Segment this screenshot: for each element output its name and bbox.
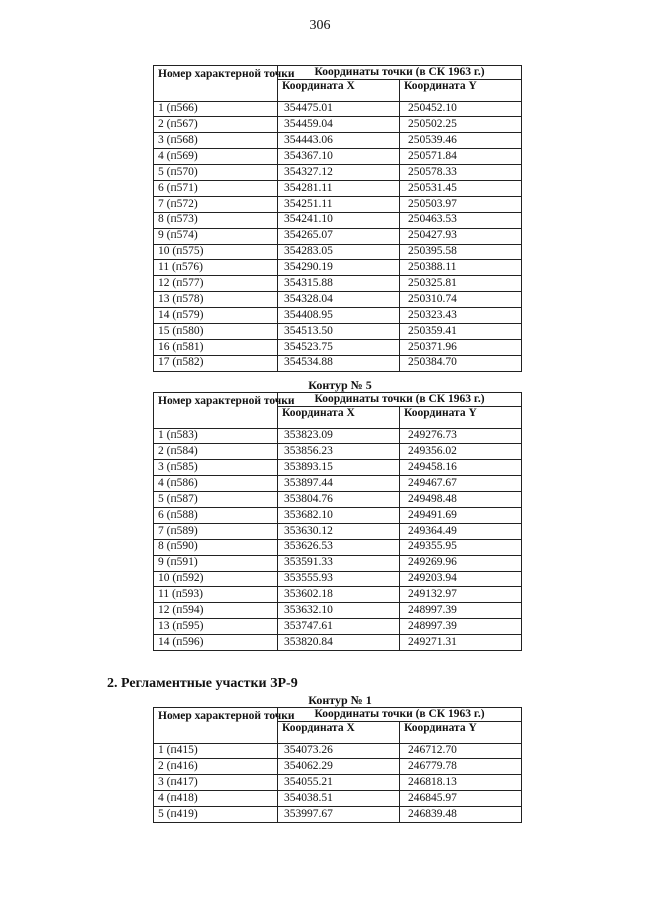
- coord-x-cell: 353856.23: [278, 444, 400, 460]
- table-row: [154, 507, 522, 523]
- table-row: [154, 149, 522, 165]
- table-row: [154, 539, 522, 555]
- table-row: [154, 743, 522, 759]
- coord-x-cell: 354327.12: [278, 165, 400, 181]
- coord-y-cell: 250452.10: [400, 101, 522, 117]
- coord-y-cell: 250427.93: [400, 228, 522, 244]
- point-id-cell: 14 (п579): [154, 308, 278, 324]
- table-row: [154, 196, 522, 212]
- point-id-cell: 5 (п419): [154, 807, 278, 823]
- table-row: [154, 133, 522, 149]
- table-row: [154, 571, 522, 587]
- point-id-cell: 17 (п582): [154, 355, 278, 371]
- table-row: [154, 228, 522, 244]
- coord-x-cell: 353632.10: [278, 603, 400, 619]
- table-row: [154, 619, 522, 635]
- coord-y-cell: 250359.41: [400, 323, 522, 339]
- coord-x-cell: 354055.21: [278, 775, 400, 791]
- coord-x-cell: 354315.88: [278, 276, 400, 292]
- coord-y-cell: 250578.33: [400, 165, 522, 181]
- coord-y-header: Координата Y: [400, 79, 522, 101]
- coord-x-cell: 354513.50: [278, 323, 400, 339]
- coord-y-cell: 250371.96: [400, 339, 522, 355]
- coord-x-cell: 354062.29: [278, 759, 400, 775]
- coord-y-cell: 250531.45: [400, 180, 522, 196]
- table-row: [154, 355, 522, 371]
- point-number-header: Номер характерной точки: [154, 393, 278, 429]
- coord-y-cell: 246845.97: [400, 791, 522, 807]
- point-number-header: Номер характерной точки: [154, 708, 278, 744]
- coord-y-cell: 249467.67: [400, 476, 522, 492]
- point-id-cell: 11 (п593): [154, 587, 278, 603]
- coord-y-header: Координата Y: [400, 406, 522, 428]
- coordinates-table-1: [153, 65, 522, 372]
- coord-x-cell: 353602.18: [278, 587, 400, 603]
- coord-y-cell: 249276.73: [400, 428, 522, 444]
- table-row: [154, 587, 522, 603]
- point-id-cell: 2 (п567): [154, 117, 278, 133]
- point-id-cell: 3 (п585): [154, 460, 278, 476]
- coord-x-cell: 353997.67: [278, 807, 400, 823]
- coord-y-cell: 249356.02: [400, 444, 522, 460]
- table-row: [154, 101, 522, 117]
- table-row: [154, 523, 522, 539]
- coord-y-cell: 250310.74: [400, 292, 522, 308]
- table-row: [154, 759, 522, 775]
- point-id-cell: 4 (п418): [154, 791, 278, 807]
- point-id-cell: 6 (п571): [154, 180, 278, 196]
- table-row: [154, 492, 522, 508]
- table-row: [154, 244, 522, 260]
- coord-y-cell: 250323.43: [400, 308, 522, 324]
- coord-x-cell: 354408.95: [278, 308, 400, 324]
- table-row: [154, 460, 522, 476]
- coord-x-cell: 354459.04: [278, 117, 400, 133]
- point-id-cell: 7 (п572): [154, 196, 278, 212]
- coord-x-cell: 353591.33: [278, 555, 400, 571]
- coord-y-cell: 249355.95: [400, 539, 522, 555]
- point-id-cell: 4 (п569): [154, 149, 278, 165]
- coord-x-cell: 354290.19: [278, 260, 400, 276]
- coord-x-cell: 354251.11: [278, 196, 400, 212]
- table-header-row: [154, 393, 522, 407]
- point-id-cell: 5 (п587): [154, 492, 278, 508]
- table-header-row: [154, 66, 522, 80]
- point-id-cell: 3 (п568): [154, 133, 278, 149]
- point-id-cell: 10 (п575): [154, 244, 278, 260]
- coord-x-cell: 353682.10: [278, 507, 400, 523]
- table-row: [154, 323, 522, 339]
- coordinates-group-header: Координаты точки (в СК 1963 г.): [278, 66, 522, 80]
- point-number-header: Номер характерной точки: [154, 66, 278, 102]
- coord-y-cell: 246779.78: [400, 759, 522, 775]
- coord-x-cell: 354475.01: [278, 101, 400, 117]
- coord-y-cell: 249132.97: [400, 587, 522, 603]
- table-row: [154, 292, 522, 308]
- coord-x-cell: 353893.15: [278, 460, 400, 476]
- coord-y-cell: 249491.69: [400, 507, 522, 523]
- coord-y-cell: 249458.16: [400, 460, 522, 476]
- point-id-cell: 9 (п591): [154, 555, 278, 571]
- coord-x-cell: 354523.75: [278, 339, 400, 355]
- table-row: [154, 308, 522, 324]
- coord-y-cell: 249203.94: [400, 571, 522, 587]
- coord-y-header: Координата Y: [400, 721, 522, 743]
- coord-y-cell: 250503.97: [400, 196, 522, 212]
- coord-x-header: Координата X: [278, 406, 400, 428]
- point-id-cell: 14 (п596): [154, 635, 278, 651]
- table-row: [154, 555, 522, 571]
- point-id-cell: 8 (п573): [154, 212, 278, 228]
- coordinates-group-header: Координаты точки (в СК 1963 г.): [278, 708, 522, 722]
- point-id-cell: 12 (п594): [154, 603, 278, 619]
- point-id-cell: 13 (п595): [154, 619, 278, 635]
- table-row: [154, 428, 522, 444]
- coord-y-cell: 248997.39: [400, 603, 522, 619]
- coord-x-cell: 353626.53: [278, 539, 400, 555]
- coord-y-cell: 250502.25: [400, 117, 522, 133]
- coord-y-cell: 250539.46: [400, 133, 522, 149]
- point-id-cell: 5 (п570): [154, 165, 278, 181]
- coord-y-cell: 250384.70: [400, 355, 522, 371]
- coordinates-group-header: Координаты точки (в СК 1963 г.): [278, 393, 522, 407]
- coordinates-table-contour-1: [153, 707, 522, 823]
- coord-y-cell: 250395.58: [400, 244, 522, 260]
- coord-y-cell: 250325.81: [400, 276, 522, 292]
- point-id-cell: 11 (п576): [154, 260, 278, 276]
- coord-y-cell: 250388.11: [400, 260, 522, 276]
- page-number: 306: [309, 18, 331, 33]
- coord-x-cell: 353820.84: [278, 635, 400, 651]
- coord-y-cell: 250463.53: [400, 212, 522, 228]
- table-row: [154, 276, 522, 292]
- table-row: [154, 260, 522, 276]
- point-id-cell: 1 (п415): [154, 743, 278, 759]
- coord-x-cell: 354241.10: [278, 212, 400, 228]
- table-row: [154, 807, 522, 823]
- table-row: [154, 791, 522, 807]
- point-id-cell: 1 (п566): [154, 101, 278, 117]
- coord-y-cell: 249364.49: [400, 523, 522, 539]
- table-row: [154, 635, 522, 651]
- coord-y-cell: 248997.39: [400, 619, 522, 635]
- table-row: [154, 775, 522, 791]
- table-row: [154, 603, 522, 619]
- point-id-cell: 8 (п590): [154, 539, 278, 555]
- point-id-cell: 2 (п416): [154, 759, 278, 775]
- point-id-cell: 9 (п574): [154, 228, 278, 244]
- table-row: [154, 180, 522, 196]
- section-heading: 2. Регламентные участки ЗР-9: [107, 676, 298, 691]
- table-row: [154, 444, 522, 460]
- point-id-cell: 4 (п586): [154, 476, 278, 492]
- coord-x-header: Координата X: [278, 721, 400, 743]
- table-row: [154, 212, 522, 228]
- contour-1-caption: Контур № 1: [308, 693, 372, 707]
- coord-y-cell: 249271.31: [400, 635, 522, 651]
- table-row: [154, 117, 522, 133]
- contour-5-caption: Контур № 5: [308, 378, 372, 392]
- point-id-cell: 12 (п577): [154, 276, 278, 292]
- point-id-cell: 16 (п581): [154, 339, 278, 355]
- coord-x-cell: 354443.06: [278, 133, 400, 149]
- point-id-cell: 7 (п589): [154, 523, 278, 539]
- coord-y-cell: 246818.13: [400, 775, 522, 791]
- point-id-cell: 10 (п592): [154, 571, 278, 587]
- coord-x-cell: 354265.07: [278, 228, 400, 244]
- coord-y-cell: 249498.48: [400, 492, 522, 508]
- coord-x-header: Координата X: [278, 79, 400, 101]
- coord-x-cell: 354367.10: [278, 149, 400, 165]
- coord-x-cell: 354281.11: [278, 180, 400, 196]
- table-header-row: [154, 708, 522, 722]
- point-id-cell: 6 (п588): [154, 507, 278, 523]
- coord-y-cell: 246839.48: [400, 807, 522, 823]
- coord-x-cell: 353555.93: [278, 571, 400, 587]
- coord-x-cell: 353804.76: [278, 492, 400, 508]
- coord-x-cell: 353897.44: [278, 476, 400, 492]
- coord-y-cell: 249269.96: [400, 555, 522, 571]
- point-id-cell: 3 (п417): [154, 775, 278, 791]
- table-row: [154, 165, 522, 181]
- coord-x-cell: 353747.61: [278, 619, 400, 635]
- coord-x-cell: 354038.51: [278, 791, 400, 807]
- coord-x-cell: 354283.05: [278, 244, 400, 260]
- point-id-cell: 13 (п578): [154, 292, 278, 308]
- coord-x-cell: 354073.26: [278, 743, 400, 759]
- coord-x-cell: 353630.12: [278, 523, 400, 539]
- table-row: [154, 339, 522, 355]
- coord-y-cell: 246712.70: [400, 743, 522, 759]
- coord-x-cell: 353823.09: [278, 428, 400, 444]
- table-row: [154, 476, 522, 492]
- coord-x-cell: 354328.04: [278, 292, 400, 308]
- point-id-cell: 2 (п584): [154, 444, 278, 460]
- coordinates-table-contour-5: [153, 392, 522, 651]
- coord-y-cell: 250571.84: [400, 149, 522, 165]
- point-id-cell: 15 (п580): [154, 323, 278, 339]
- coord-x-cell: 354534.88: [278, 355, 400, 371]
- point-id-cell: 1 (п583): [154, 428, 278, 444]
